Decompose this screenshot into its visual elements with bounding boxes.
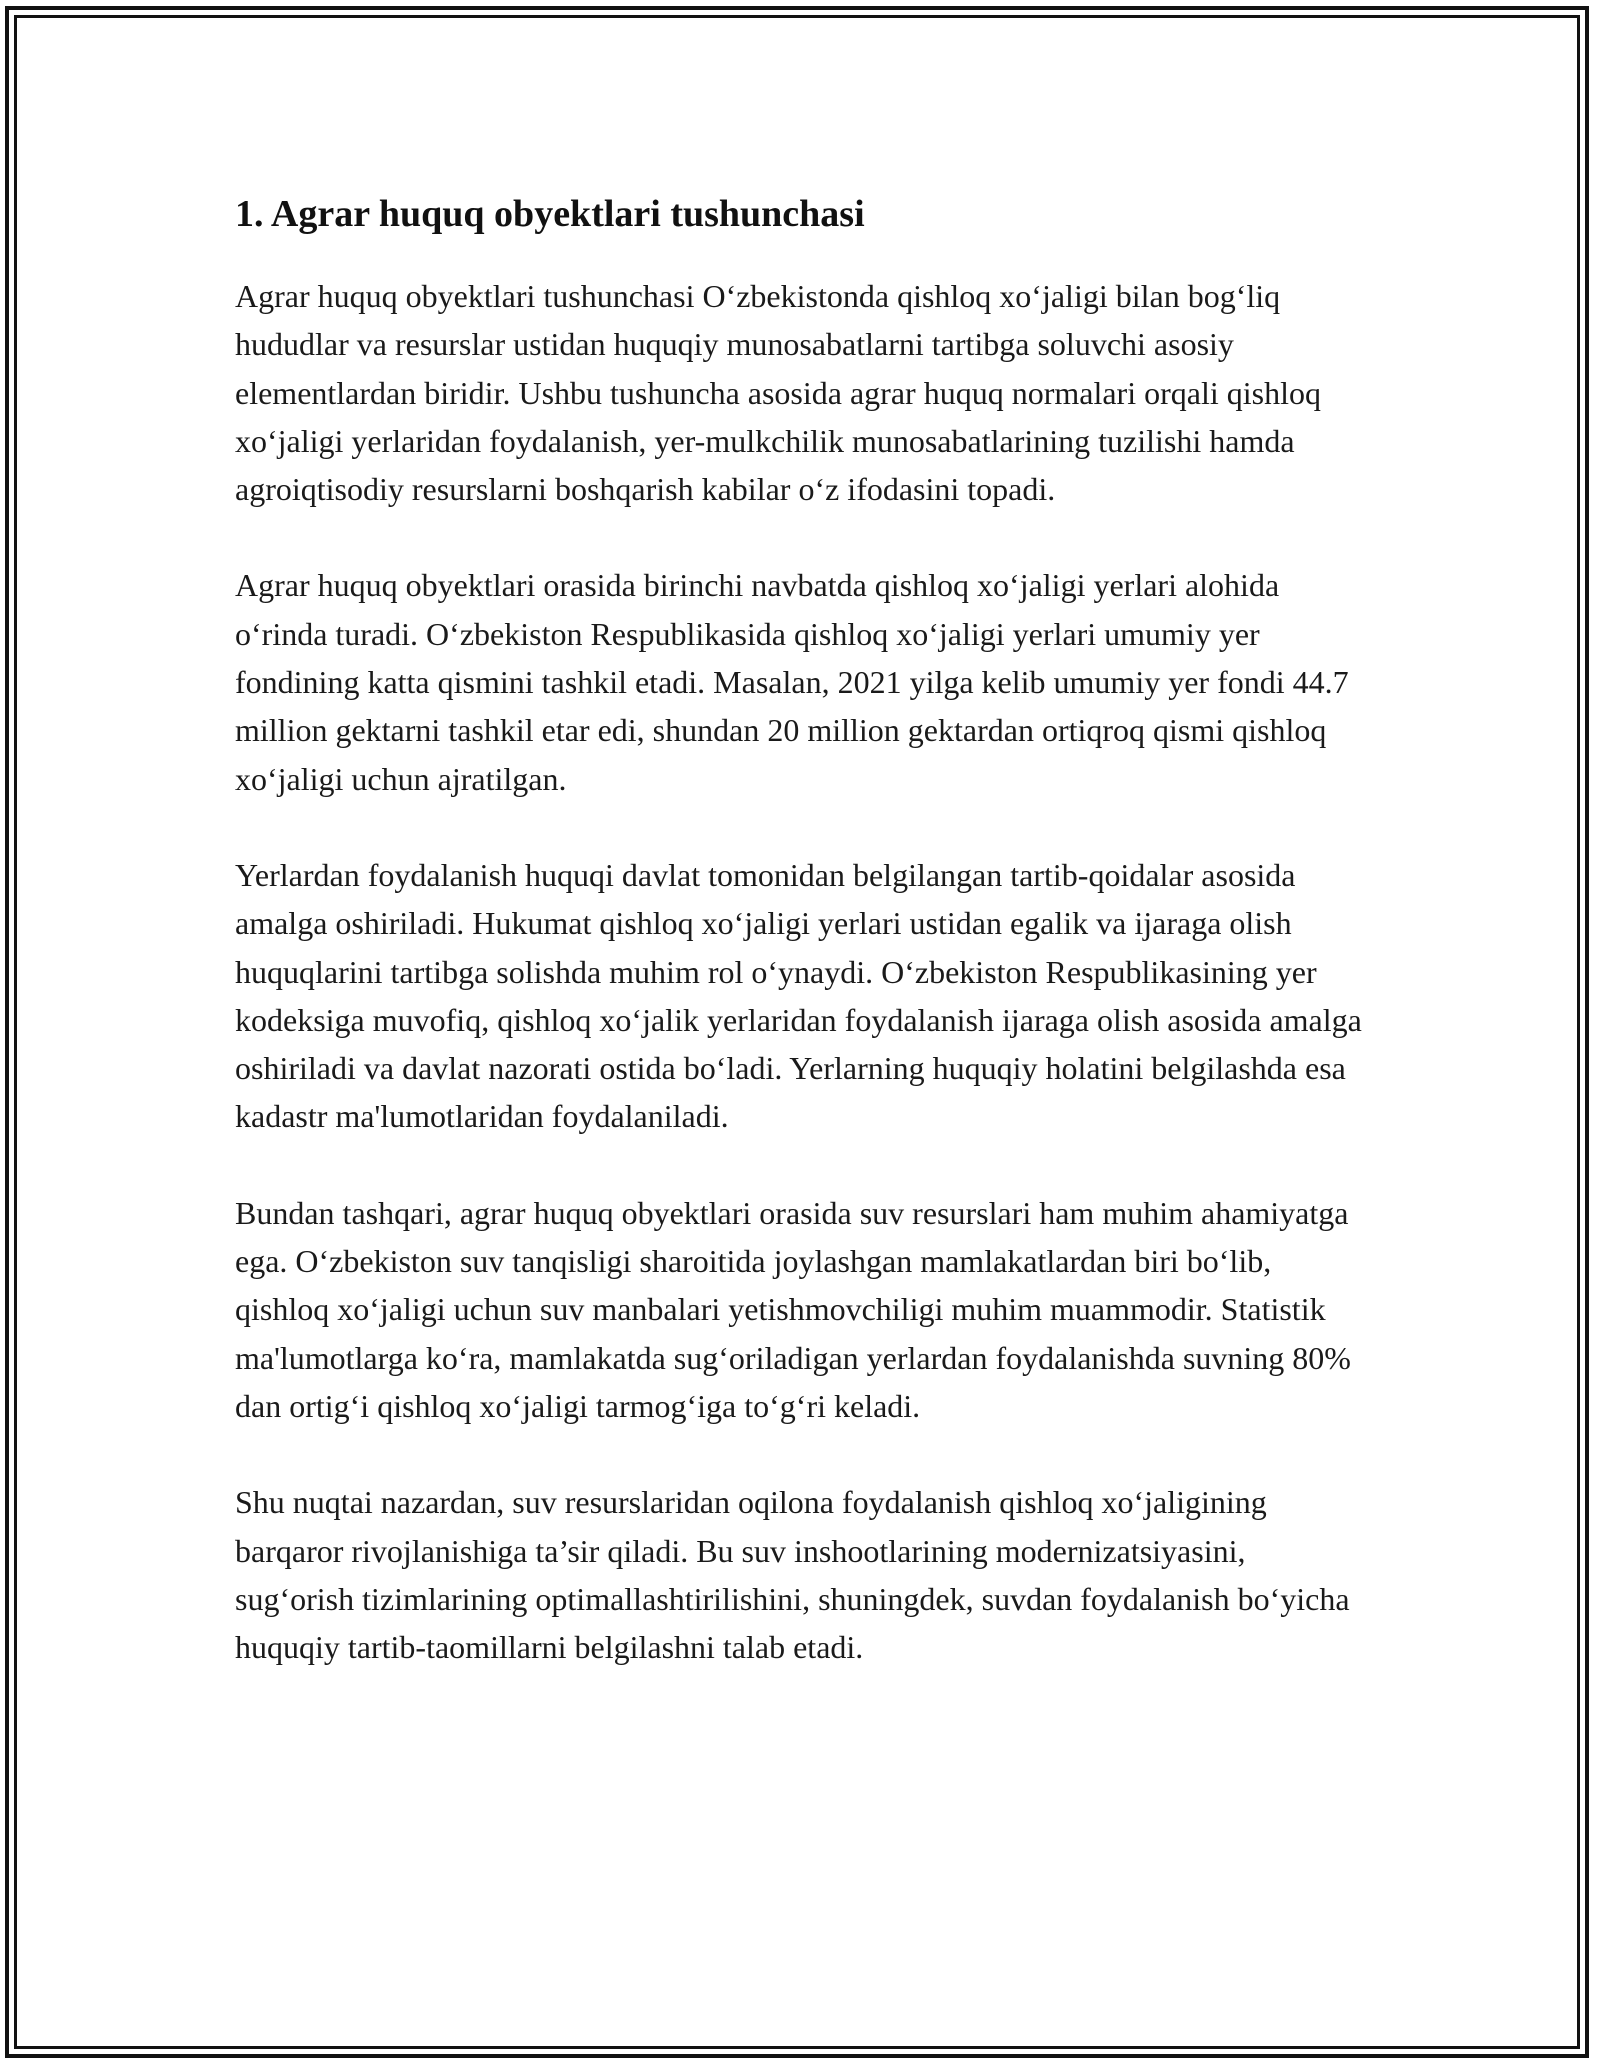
- section-heading: 1. Agrar huquq obyektlari tushunchasi: [235, 193, 865, 235]
- document-body: [235, 188, 1365, 1719]
- paragraph-4: Bundan tashqari, agrar huquq obyektlari orasida suv resurslari ham muhim ahamiyatga ega. O‘zbekiston suv tanqisligi sharoitida joylashgan mamlakatlardan biri bo‘lib, qishloq xo‘jaligi uchun suv manbalari yetishmovchiligi muhim muammodir. Statistik ma'lumotlarga ko‘ra, mamlakatda sug‘oriladigan yerlardan foydalanishda suvning 80% dan ortig‘i qishloq xo‘jaligi tarmog‘iga to‘g‘ri keladi.: [235, 1194, 1351, 1424]
- paragraph-5: Shu nuqtai nazardan, suv resurslaridan oqilona foydalanish qishloq xo‘jaligining barqaror rivojlanishiga ta’sir qiladi. Bu suv inshootlarining modernizatsiyasini, sug‘orish tizimlarining optimallashtirilishini, shuningdek, suvdan foydalanish bo‘yicha huquqiy tartib-taomillarni belgilashni talab etadi.: [235, 1484, 1350, 1666]
- paragraph-2: Agrar huquq obyektlari orasida birinchi navbatda qishloq xo‘jaligi yerlari alohida o‘rinda turadi. O‘zbekiston Respublikasida qishloq xo‘jaligi yerlari umumiy yer fondining katta qismini tashkil etadi. Masalan, 2021 yilga kelib umumiy yer fondi 44.7 million gektarni tashkil etar edi, shundan 20 million gektardan ortiqroq qismi qishloq xo‘jaligi uchun ajratilgan.: [235, 567, 1349, 797]
- paragraph-1: Agrar huquq obyektlari tushunchasi O‘zbekistonda qishloq xo‘jaligi bilan bog‘liq hududlar va resurslar ustidan huquqiy munosabatlarni tartibga soluvchi asosiy elementlardan biridir. Ushbu tushuncha asosida agrar huquq normalari orqali qishloq xo‘jaligi yerlaridan foydalanish, yer-mulkchilik munosabatlarining tuzilishi hamda agroiqtisodiy resurslarni boshqarish kabilar o‘z ifodasini topadi.: [235, 278, 1321, 508]
- paragraph-3: Yerlardan foydalanish huquqi davlat tomonidan belgilangan tartib-qoidalar asosida amalga oshiriladi. Hukumat qishloq xo‘jaligi yerlari ustidan egalik va ijaraga olish huquqlarini tartibga solishda muhim rol o‘ynaydi. O‘zbekiston Respublikasining yer kodeksiga muvofiq, qishloq xo‘jalik yerlaridan foydalanish ijaraga olish asosida amalga oshiriladi va davlat nazorati ostida bo‘ladi. Yerlarning huquqiy holatini belgilashda esa kadastr ma'lumotlaridan foydalaniladi.: [235, 856, 1362, 1135]
